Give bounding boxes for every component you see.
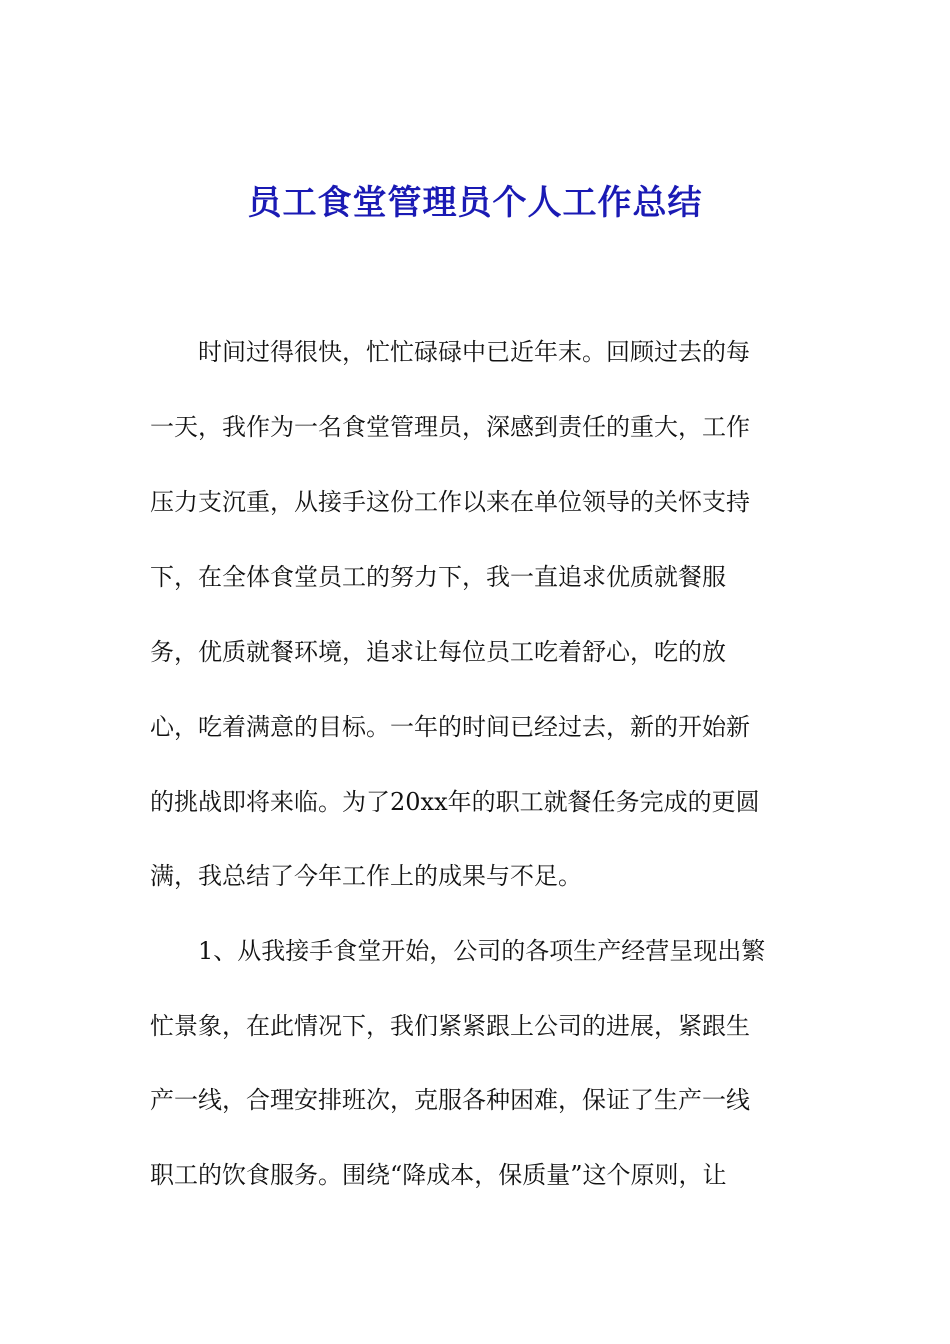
paragraph-line: 的挑战即将来临。为了20xx年的职工就餐任务完成的更圆 (150, 788, 760, 816)
paragraph-line: 产一线，合理安排班次，克服各种困难，保证了生产一线 (150, 1086, 750, 1114)
paragraph-line: 时间过得很快，忙忙碌碌中已近年末。回顾过去的每 (198, 338, 750, 366)
document-title: 员工食堂管理员个人工作总结 (247, 183, 703, 223)
paragraph-line: 满，我总结了今年工作上的成果与不足。 (150, 862, 582, 890)
paragraph-line: 压力支沉重，从接手这份工作以来在单位领导的关怀支持 (150, 488, 750, 516)
paragraph-line: 1、从我接手食堂开始，公司的各项生产经营呈现出繁 (198, 937, 766, 965)
paragraph-line: 职工的饮食服务。围绕“降成本，保质量”这个原则，让 (150, 1161, 727, 1189)
paragraph-line: 务，优质就餐环境，追求让每位员工吃着舒心，吃的放 (150, 638, 726, 666)
paragraph-line: 一天，我作为一名食堂管理员，深感到责任的重大，工作 (150, 413, 750, 441)
paragraph-line: 下，在全体食堂员工的努力下，我一直追求优质就餐服 (150, 563, 726, 591)
paragraph-line: 忙景象，在此情况下，我们紧紧跟上公司的进展，紧跟生 (150, 1012, 750, 1040)
paragraph-line: 心，吃着满意的目标。一年的时间已经过去，新的开始新 (150, 713, 750, 741)
